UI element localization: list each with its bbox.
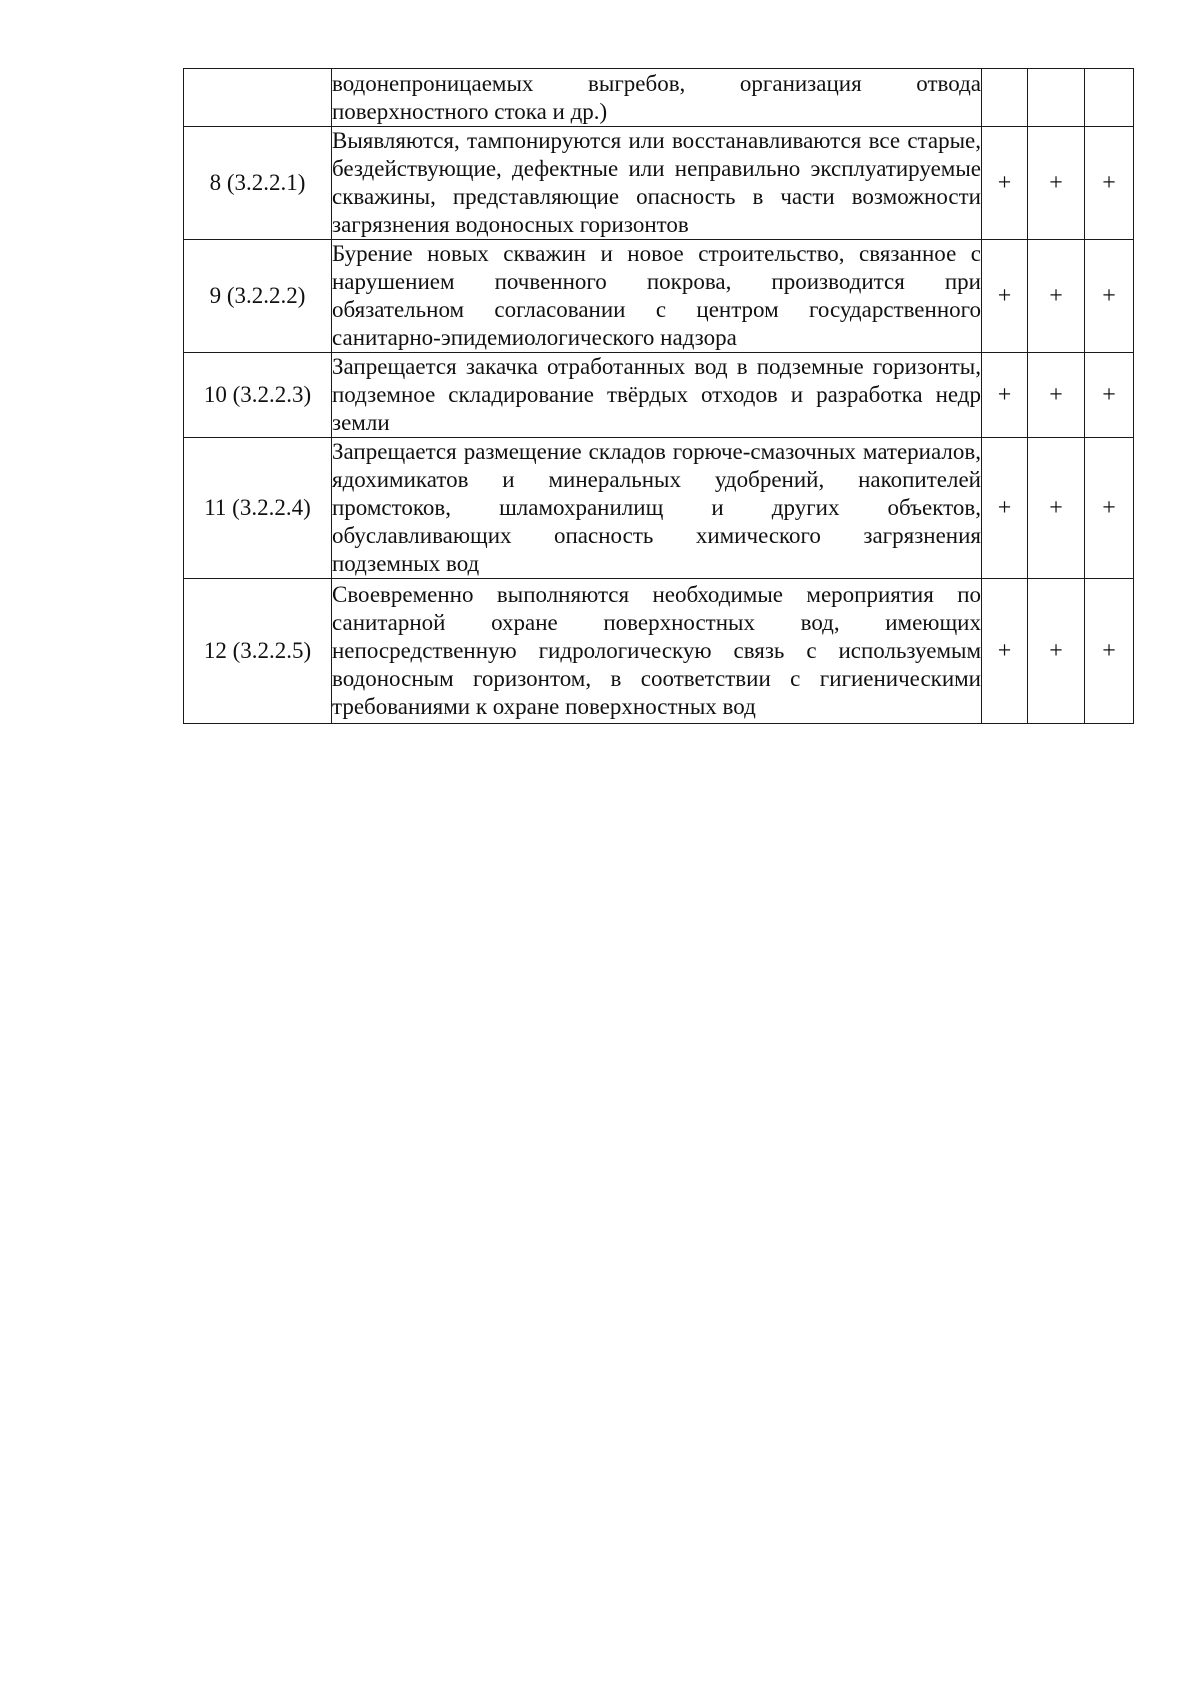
mark-cell-2: + <box>1028 127 1085 240</box>
row-number: 10 (3.2.2.3) <box>184 353 332 438</box>
mark-cell-3: + <box>1085 353 1134 438</box>
measure-text: Запрещается закачка отработанных вод в подземные горизонты, подземное складирование твёрдых отходов и разработка недр земли <box>332 353 982 438</box>
row-number <box>184 69 332 127</box>
measure-text: Бурение новых скважин и новое строительство, связанное с нарушением почвенного покрова, производится при обязательном согласовании с центром государственного санитарно-эпидемиологического надзора <box>332 240 982 353</box>
measure-text: водонепроницаемых выгребов, организация отвода поверхностного стока и др.) <box>332 69 982 127</box>
mark-cell-1: + <box>982 438 1028 579</box>
measure-text: Выявляются, тампонируются или восстанавливаются все старые, бездействующие, дефектные или неправильно эксплуатируемые скважины, представляющие опасность в части возможности загрязнения водоносных горизонтов <box>332 127 982 240</box>
row-number: 8 (3.2.2.1) <box>184 127 332 240</box>
table-row <box>184 438 1134 579</box>
mark-cell-2: + <box>1028 240 1085 353</box>
mark-cell-1: + <box>982 579 1028 724</box>
table-row <box>184 240 1134 353</box>
table-row <box>184 353 1134 438</box>
mark-cell-2: + <box>1028 438 1085 579</box>
sanitary-measures-table <box>183 68 1134 724</box>
mark-cell-3: + <box>1085 579 1134 724</box>
row-number: 11 (3.2.2.4) <box>184 438 332 579</box>
mark-cell-1: + <box>982 127 1028 240</box>
mark-cell-2 <box>1028 69 1085 127</box>
mark-cell-1 <box>982 69 1028 127</box>
mark-cell-3: + <box>1085 127 1134 240</box>
table-row <box>184 579 1134 724</box>
mark-cell-2: + <box>1028 353 1085 438</box>
row-number: 9 (3.2.2.2) <box>184 240 332 353</box>
mark-cell-3 <box>1085 69 1134 127</box>
table-row <box>184 127 1134 240</box>
mark-cell-3: + <box>1085 240 1134 353</box>
mark-cell-2: + <box>1028 579 1085 724</box>
mark-cell-1: + <box>982 240 1028 353</box>
measure-text: Запрещается размещение складов горюче-смазочных материалов, ядохимикатов и минеральных удобрений, накопителей промстоков, шламохранилищ и других объектов, обуславливающих опасность химического загрязнения подземных вод <box>332 438 982 579</box>
mark-cell-3: + <box>1085 438 1134 579</box>
table-row <box>184 69 1134 127</box>
row-number: 12 (3.2.2.5) <box>184 579 332 724</box>
mark-cell-1: + <box>982 353 1028 438</box>
measure-text: Своевременно выполняются необходимые мероприятия по санитарной охране поверхностных вод, имеющих непосредственную гидрологическую связь с используемым водоносным горизонтом, в соответствии с гигиеническими требованиями к охране поверхностных вод <box>332 579 982 724</box>
